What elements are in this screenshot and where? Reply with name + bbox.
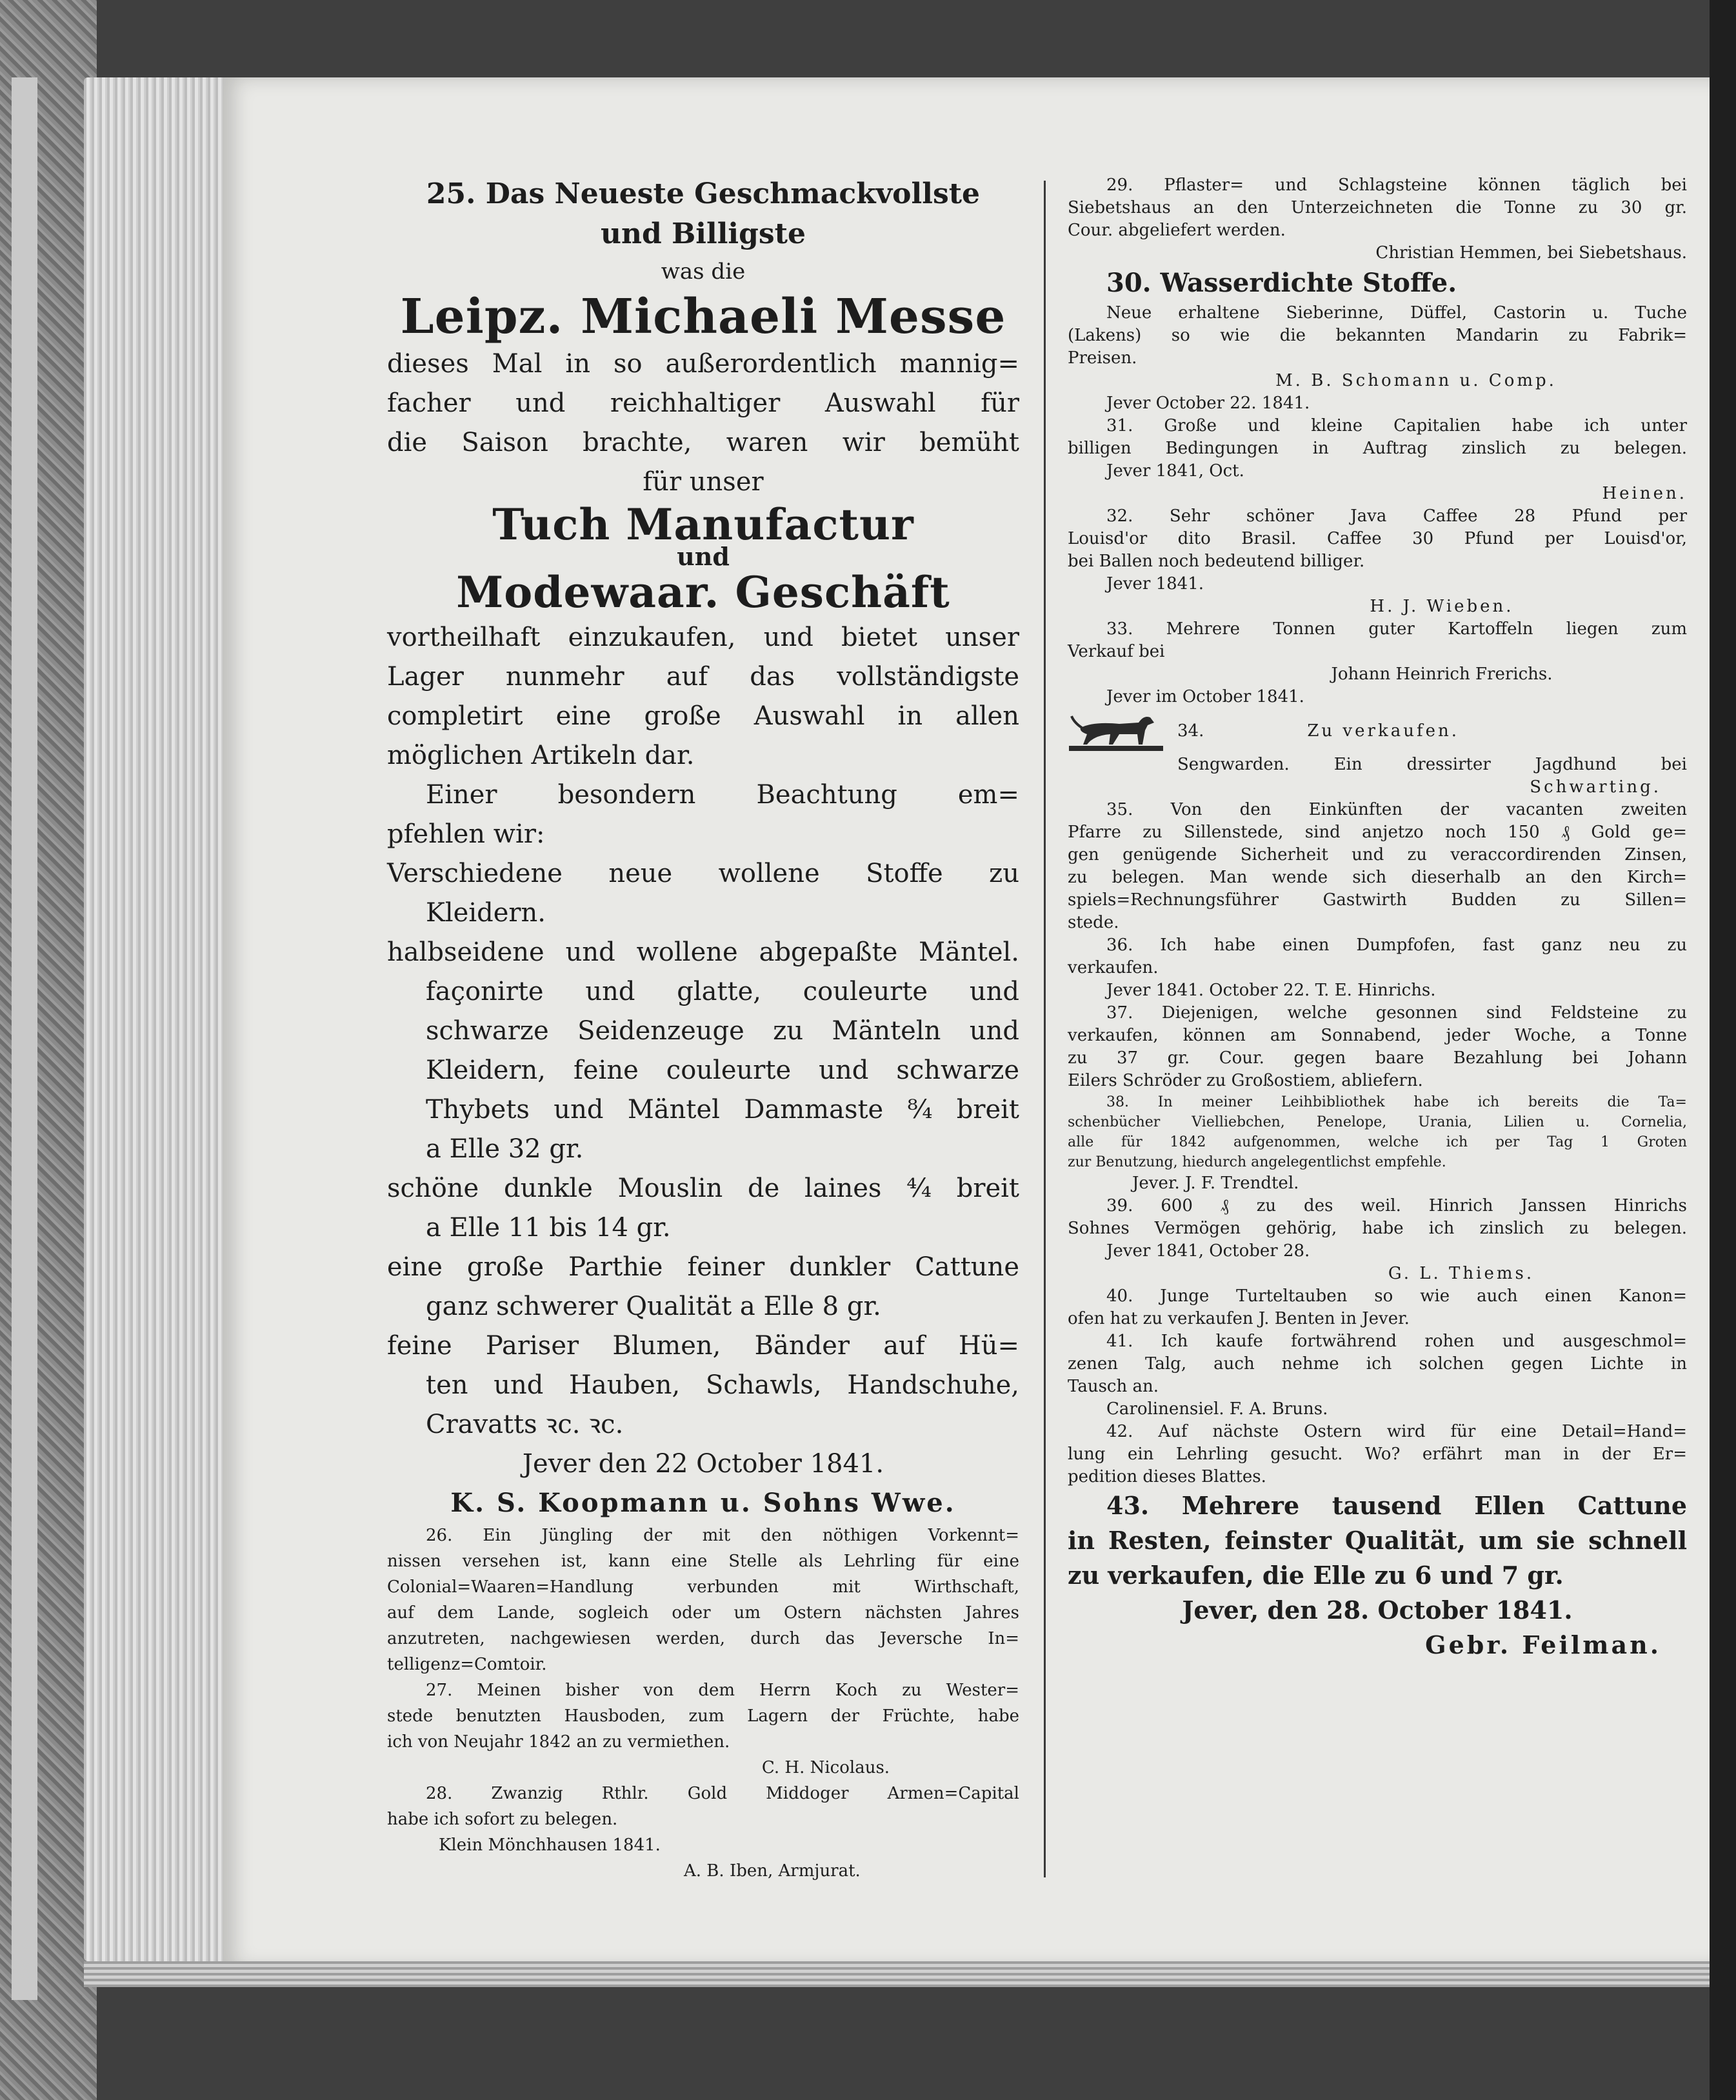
ad38-line: zur Benutzung, hiedurch angelegentlichst empfehle. — [1068, 1154, 1446, 1170]
ad25-line: pfehlen wir: — [387, 819, 545, 849]
ad28 — [387, 1781, 1019, 1884]
ad27 — [387, 1677, 1019, 1781]
dog-icon — [1068, 708, 1164, 754]
ad25-line: vortheilhaft einzukaufen, und bietet unser — [387, 623, 1019, 652]
ad41-signature: Carolinensiel. F. A. Bruns. — [1106, 1399, 1328, 1419]
ad29 — [1068, 174, 1687, 265]
ad39-line: Sohnes Vermögen gehörig, habe ich zinslich zu belegen. — [1068, 1219, 1687, 1238]
ad41-line: Tausch an. — [1068, 1377, 1159, 1396]
ad33-date: Jever im October 1841. — [1106, 687, 1304, 706]
ad25-line: die Saison brachte, waren wir bemüht — [387, 428, 1019, 457]
ad27-signature: C. H. Nicolaus. — [761, 1758, 890, 1777]
ad25-line: Einer besondern Beachtung em= — [426, 780, 1019, 810]
ad35-line: zu belegen. Man wende sich dieserhalb an den Kirch= — [1068, 868, 1687, 887]
ad25-tuch: Tuch Manufactur — [492, 499, 914, 550]
ad25-line: façonirte und glatte, couleurte und — [426, 977, 1019, 1006]
ad39-signature: G. L. Thiems. — [1388, 1264, 1535, 1283]
ad25-line: facher und reichhaltiger Auswahl für — [387, 388, 1019, 418]
ad25-line: feine Pariser Blumen, Bänder auf Hü= — [387, 1331, 1019, 1361]
ad34-line: Sengwarden. Ein dressirter Jagdhund bei — [1177, 755, 1687, 774]
ad26-line: auf dem Lande, sogleich oder um Ostern nächsten Jahres — [387, 1603, 1019, 1623]
ad33-line: Verkauf bei — [1068, 642, 1165, 661]
ad32 — [1068, 505, 1687, 618]
ad35-line: 35. Von den Einkünften der vacanten zweiten — [1106, 800, 1687, 819]
ad34 — [1068, 708, 1687, 799]
ad38 — [1068, 1092, 1687, 1195]
ad39-line: Jever 1841, October 28. — [1106, 1241, 1310, 1261]
ad30-signature: M. B. Schomann u. Comp. — [1275, 371, 1557, 390]
ad30-heading: 30. Wasserdichte Stoffe. — [1106, 268, 1457, 298]
ad25-line: schwarze Seidenzeuge zu Mänteln und — [426, 1016, 1019, 1046]
page-edges — [84, 77, 232, 1961]
ad33-line: 33. Mehrere Tonnen guter Kartoffeln liegen zum — [1106, 619, 1687, 639]
ad43 — [1068, 1488, 1687, 1663]
ad39-line: 39. 600 ₰ zu des weil. Hinrich Janssen Hinrichs — [1106, 1196, 1687, 1215]
ad25-line: Kleidern, feine couleurte und schwarze — [426, 1055, 1019, 1085]
ad43-line: zu verkaufen, die Elle zu 6 und 7 gr. — [1068, 1561, 1564, 1590]
ad27-line: 27. Meinen bisher von dem Herrn Koch zu Wester= — [426, 1681, 1019, 1700]
ad25-line: für unser — [643, 467, 764, 497]
ad37-line: Eilers Schröder zu Großostiem, abliefern. — [1068, 1071, 1423, 1090]
ad36 — [1068, 934, 1687, 1002]
ad35-line: spiels=Rechnungsführer Gastwirth Budden zu Sillen= — [1068, 890, 1687, 910]
ad29-line: Siebetshaus an den Unterzeichneten die Tonne zu 30 gr. — [1068, 198, 1687, 217]
ad29-line: 29. Pflaster= und Schlagsteine können täglich bei — [1106, 175, 1687, 195]
ad25-mode: Modewaar. Geschäft — [456, 567, 950, 617]
ad28-line: Klein Mönchhausen 1841. — [439, 1835, 661, 1855]
ad25-line: Lager nunmehr auf das vollständigste — [387, 662, 1019, 692]
ad26-line: telligenz=Comtoir. — [387, 1655, 547, 1674]
ad25-line: ganz schwerer Qualität a Elle 8 gr. — [426, 1292, 881, 1321]
ad25-line: Verschiedene neue wollene Stoffe zu — [387, 859, 1019, 888]
ad25-line: eine große Parthie feiner dunkler Cattune — [387, 1252, 1019, 1282]
ad29-signature: Christian Hemmen, bei Siebetshaus. — [1375, 243, 1687, 263]
ad42 — [1068, 1421, 1687, 1488]
ad39 — [1068, 1195, 1687, 1285]
ad38-line: 38. In meiner Leihbibliothek habe ich bereits die Ta= — [1106, 1094, 1687, 1110]
ad31-line: Jever 1841, Oct. — [1106, 461, 1244, 481]
ad43-line: in Resten, feinster Qualität, um sie schnell — [1068, 1526, 1687, 1555]
ad32-line: 32. Sehr schöner Java Caffee 28 Pfund per — [1106, 506, 1687, 526]
ad25-messe: Leipz. Michaeli Messe — [400, 289, 1006, 345]
ad32-line: bei Ballen noch bedeutend billiger. — [1068, 552, 1365, 571]
ad38-line: alle für 1842 aufgenommen, welche ich per Tag 1 Groten — [1068, 1134, 1687, 1150]
ad38-signature: Jever. J. F. Trendtel. — [1132, 1174, 1299, 1193]
ad32-signature: H. J. Wieben. — [1370, 597, 1514, 616]
ad41 — [1068, 1330, 1687, 1421]
ad29-line: Cour. abgeliefert werden. — [1068, 221, 1286, 240]
ad25-line: schöne dunkle Mouslin de laines ⁴⁄₄ breit — [387, 1174, 1019, 1203]
column-divider — [1044, 181, 1046, 1877]
ad36-line: 36. Ich habe einen Dumpfofen, fast ganz neu zu — [1106, 935, 1687, 955]
ad25-line: halbseidene und wollene abgepaßte Mäntel. — [387, 937, 1019, 967]
left-column — [387, 174, 1019, 1884]
ad31-line: billigen Bedingungen in Auftrag zinslich zu belegen. — [1068, 439, 1687, 458]
ad25-heading-2: und Billigste — [601, 217, 806, 250]
ad25-line: completirt eine große Auswahl in allen — [387, 701, 1019, 731]
ad43-signature: Gebr. Feilman. — [1425, 1630, 1661, 1659]
ad30-date: Jever October 22. 1841. — [1106, 394, 1310, 413]
ad35-line: gen genügende Sicherheit und zu veraccordirenden Zinsen, — [1068, 845, 1687, 865]
ad38-line: schenbücher Vielliebchen, Penelope, Urania, Lilien u. Cornelia, — [1068, 1114, 1687, 1130]
ad40-line: ofen hat zu verkaufen J. Benten in Jever. — [1068, 1309, 1410, 1328]
ad25-line: Kleidern. — [426, 898, 546, 928]
ad25-heading-3: was die — [661, 259, 746, 285]
ad37-line: zu 37 gr. Cour. gegen baare Bezahlung bei Johann — [1068, 1048, 1687, 1068]
ad42-line: lung ein Lehrling gesucht. Wo? erfährt man in der Er= — [1068, 1445, 1687, 1464]
ad36-line: verkaufen. — [1068, 958, 1159, 977]
ad34-heading: Zu verkaufen. — [1307, 721, 1459, 741]
ad30-line: (Lakens) so wie die bekannten Mandarin zu Fabrik= — [1068, 326, 1687, 345]
ad32-line: Jever 1841. — [1106, 574, 1204, 594]
ad40 — [1068, 1285, 1687, 1330]
ad40-line: 40. Junge Turteltauben so wie auch einen Kanon= — [1106, 1286, 1687, 1306]
ad35 — [1068, 799, 1687, 934]
ad25-und: und — [677, 542, 730, 571]
ad34-signature: Schwarting. — [1530, 777, 1661, 797]
ad37 — [1068, 1002, 1687, 1092]
ad30 — [1068, 302, 1687, 415]
ad30-line: Neue erhaltene Sieberinne, Düffel, Castorin u. Tuche — [1106, 303, 1687, 323]
ad25-date: Jever den 22 October 1841. — [522, 1449, 884, 1479]
ad27-line: stede benutzten Hausboden, zum Lagern der Früchte, habe — [387, 1706, 1019, 1726]
ad31 — [1068, 415, 1687, 505]
ad25-line: a Elle 32 gr. — [426, 1134, 584, 1164]
ad28-line: habe ich sofort zu belegen. — [387, 1810, 618, 1829]
ad26-line: Colonial=Waaren=Handlung verbunden mit Wirthschaft, — [387, 1577, 1019, 1597]
background-right — [1710, 0, 1736, 2100]
ad25-line: Cravatts ꝛc. ꝛc. — [426, 1410, 624, 1439]
ad37-line: 37. Diejenigen, welche gesonnen sind Feldsteine zu — [1106, 1003, 1687, 1023]
ad27-line: ich von Neujahr 1842 an zu vermiethen. — [387, 1732, 730, 1752]
ad35-line: Pfarre zu Sillenstede, sind anjetzo noch 150 ₰ Gold ge= — [1068, 823, 1687, 842]
ad25-line: möglichen Artikeln dar. — [387, 741, 695, 770]
ad35-line: stede. — [1068, 913, 1119, 932]
ad32-line: Louisd'or dito Brasil. Caffee 30 Pfund per Louisd'or, — [1068, 529, 1687, 548]
ad26-line: nissen versehen ist, kann eine Stelle als Lehrling für eine — [387, 1552, 1019, 1571]
ad41-line: 41. Ich kaufe fortwährend rohen und ausgeschmol= — [1106, 1332, 1687, 1351]
ad25-signature: K. S. Koopmann u. Sohns Wwe. — [450, 1488, 956, 1518]
ad43-line: 43. Mehrere tausend Ellen Cattune — [1106, 1491, 1687, 1520]
ad26 — [387, 1523, 1019, 1677]
ad34-number: 34. — [1177, 721, 1204, 741]
ad37-line: verkaufen, können am Sonnabend, jeder Woche, a Tonne — [1068, 1026, 1687, 1045]
ad30-line: Preisen. — [1068, 348, 1137, 368]
ad42-line: pedition dieses Blattes. — [1068, 1467, 1266, 1486]
ad28-signature: A. B. Iben, Armjurat. — [684, 1861, 861, 1881]
ad33-signature: Johann Heinrich Frerichs. — [1331, 665, 1553, 684]
right-column — [1068, 174, 1687, 1663]
ad43-date: Jever, den 28. October 1841. — [1182, 1595, 1573, 1625]
ad26-line: 26. Ein Jüngling der mit den nöthigen Vorkennt= — [426, 1526, 1019, 1545]
ad31-signature: Heinen. — [1602, 484, 1687, 503]
ad36-signature: Jever 1841. October 22. T. E. Hinrichs. — [1106, 981, 1436, 1000]
ad31-line: 31. Große und kleine Capitalien habe ich unter — [1106, 416, 1687, 435]
ad25-heading: 25. Das Neueste Geschmackvollste — [426, 177, 981, 210]
ad42-line: 42. Auf nächste Ostern wird für eine Detail=Hand= — [1106, 1422, 1687, 1441]
ad25-line: dieses Mal in so außerordentlich mannig= — [387, 349, 1019, 379]
ad26-line: anzutreten, nachgewiesen werden, durch das Jeversche In= — [387, 1629, 1019, 1648]
ad33 — [1068, 618, 1687, 708]
ad25-line: ten und Hauben, Schawls, Handschuhe, — [426, 1370, 1019, 1400]
cover-edge — [12, 77, 37, 2000]
ad34-heading-line — [1068, 708, 1687, 754]
ad25-line: Thybets und Mäntel Dammaste ⁸⁄₄ breit — [426, 1095, 1019, 1125]
ad41-line: zenen Talg, auch nehme ich solchen gegen Lichte in — [1068, 1354, 1687, 1374]
ad25-line: a Elle 11 bis 14 gr. — [426, 1213, 671, 1243]
ad28-line: 28. Zwanzig Rthlr. Gold Middoger Armen=Capital — [426, 1784, 1019, 1803]
bottom-page-edges — [84, 1961, 1710, 1987]
